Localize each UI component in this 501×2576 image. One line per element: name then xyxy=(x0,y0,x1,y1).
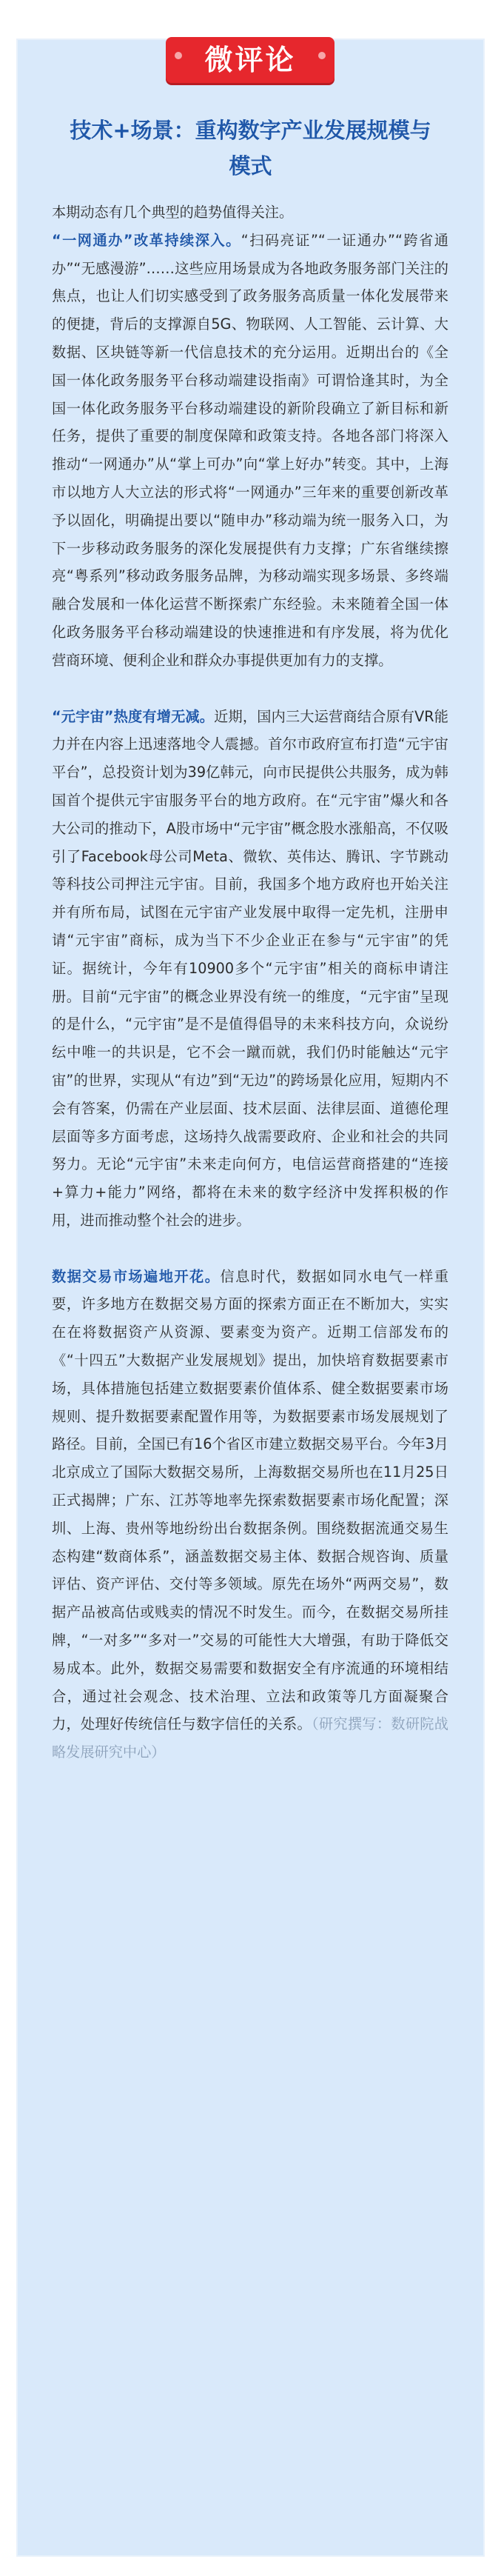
section-body-metaverse: 近期，国内三大运营商结合原有VR能力并在内容上迅速落地令人震撼。首尔市政府宣布打造“元宇宙平台”，总投资计划为39亿韩元，向市民提供公共服务，成为韩国首个提供元宇宙服务平台的地方政府。在“元宇宙”爆火和各大公司的推动下，A股市场中“元宇宙”概念股水涨船高，不仅吸引了Facebook母公司Meta、微软、英伟达、腾讯、字节跳动等科技公司押注元宇宙。目前，我国多个地方政府也开始关注并有所布局，试图在元宇宙产业发展中取得一定先机，注册申请“元宇宙”商标，成为当下不少企业正在参与“元宇宙”的凭证。据统计，今年有10900多个“元宇宙”相关的商标申请注册。目前“元宇宙”的概念业界没有统一的维度，“元宇宙”呈现的是什么，“元宇宙”是不是值得倡导的未来科技方向，众说纷纭中唯一的共识是，它不会一蹴而就，我们仍时能触达“元宇宙”的世界，实现从“有边”到“无边”的跨场景化应用，短期内不会有答案，仍需在产业层面、技术层面、法律层面、道德伦理层面等多方面考虑，这场持久战需要政府、企业和社会的共同努力。无论“元宇宙”未来走向何方，电信运营商搭建的“连接+算力+能力”网络，都将在未来的数字经济中发挥积极的作用，进而推动整个社会的进步。 xyxy=(52,707,448,1229)
intro-text: 本期动态有几个典型的趋势值得关注。 xyxy=(52,204,294,221)
intro-paragraph xyxy=(52,198,448,675)
badge-dot-left-icon xyxy=(175,52,182,59)
section-lead-metaverse: “元宇宙”热度有增无减。 xyxy=(52,707,215,725)
section-lead-one-network: “一网通办”改革持续深入。 xyxy=(52,231,241,249)
article-body xyxy=(52,198,448,1766)
section-body-one-network: “扫码亮证”“一证通办”“跨省通办”“无感漫游”……这些应用场景成为各地政务服务部门关注的焦点，也让人们切实感受到了政务服务高质量一体化发展带来的便捷，背后的支撑源自5G、物联网、人工智能、云计算、大数据、区块链等新一代信息技术的充分运用。近期出台的《全国一体化政务服务平台移动端建设指南》可谓恰逢其时，为全国一体化政务服务平台移动端建设的新阶段确立了新目标和新任务，提供了重要的制度保障和政策支持。各地各部门将深入推动“一网通办”从“掌上可办”向“掌上好办”转变。其中，上海市以地方人大立法的形式将“一网通办”三年来的重要创新改革予以固化，明确提出要以“随申办”移动端为统一服务入口，为下一步移动政务服务的深化发展提供有力支撑；广东省继续擦亮“粤系列”移动政务服务品牌，为移动端实现多场景、多终端融合发展和一体化运营不断探索广东经验。未来随着全国一体化政务服务平台移动端建设的快速推进和有序发展，将为优化营商环境、便利企业和群众办事提供更加有力的支撑。 xyxy=(52,231,448,669)
badge-label: 微评论 xyxy=(204,44,296,76)
section-badge xyxy=(166,37,334,83)
article-headline: 技术+场景：重构数字产业发展规模与模式 xyxy=(70,118,431,178)
badge-dot-right-icon xyxy=(318,52,326,59)
paragraph-metaverse xyxy=(52,703,448,1235)
paragraph-data-exchange xyxy=(52,1263,448,1766)
author-credit: （研究撰写：数研院战略发展研究中心） xyxy=(52,1715,448,1761)
section-lead-data-exchange: 数据交易市场遍地开花。 xyxy=(52,1267,221,1285)
section-body-data-exchange: 信息时代，数据如同水电气一样重要，许多地方在数据交易方面的探索方面正在不断加大，实实在在将数据资产从资源、要素变为资产。近期工信部发布的《“十四五”大数据产业发展规划》提出，加快培育数据要素市场，具体措施包括建立数据要素价值体系、健全数据要素市场规则、提升数据要素配置作用等，为数据要素市场发展规划了路径。目前，全国已有16个省区市建立数据交易平台。今年3月北京成立了国际大数据交易所，上海数据交易所也在11月25日正式揭牌；广东、江苏等地率先探索数据要素市场化配置；深圳、上海、贵州等地纷纷出台数据条例。围绕数据流通交易生态构建“数商体系”，涵盖数据交易主体、数据合规咨询、质量评估、资产评估、交付等多领域。原先在场外“两两交易”，数据产品被高估或贱卖的情况不时发生。而今，在数据交易所挂牌，“一对多”“多对一”交易的可能性大大增强，有助于降低交易成本。此外，数据交易需要和数据安全有序流通的环境相结合，通过社会观念、技术治理、立法和政策等几方面凝聚合力，处理好传统信任与数字信任的关系。 xyxy=(52,1267,449,1733)
